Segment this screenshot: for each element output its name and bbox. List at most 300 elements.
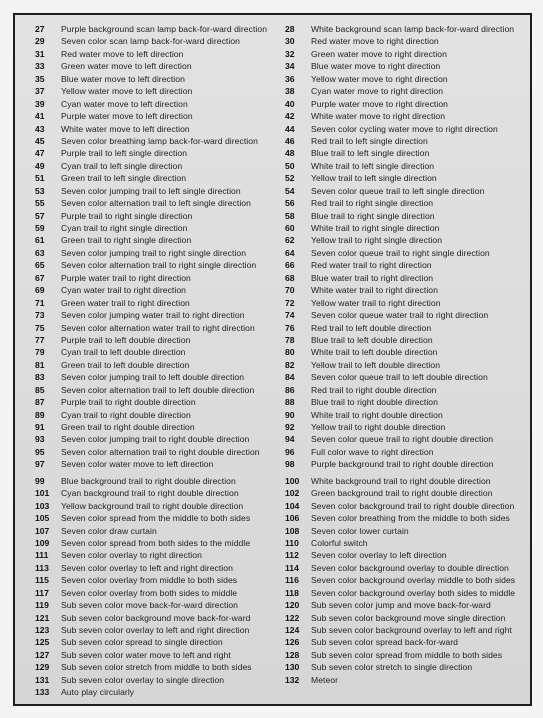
mode-description: Sub seven color water move to left and right	[61, 649, 231, 660]
mode-description: Green trail to left single direction	[61, 173, 187, 184]
mode-description: Seven color queue trail to left double direction	[311, 372, 488, 383]
mode-number: 117	[35, 587, 49, 598]
mode-number: 121	[35, 612, 50, 623]
mode-row	[285, 272, 532, 284]
mode-number: 94	[285, 434, 295, 445]
mode-row	[35, 512, 283, 524]
mode-row	[35, 346, 283, 358]
mode-row	[285, 458, 532, 470]
mode-row	[285, 636, 532, 648]
mode-number: 68	[285, 272, 295, 283]
mode-number: 103	[35, 500, 50, 511]
mode-number: 72	[285, 297, 295, 308]
manual-page	[13, 13, 532, 706]
mode-description: Seven color spread from both sides to the middle	[61, 537, 251, 548]
mode-row	[35, 272, 283, 284]
mode-number: 39	[35, 98, 45, 109]
mode-row	[285, 537, 532, 549]
mode-row	[35, 210, 283, 222]
mode-number: 129	[35, 662, 50, 673]
mode-description: Cyan water trail to right direction	[61, 285, 186, 296]
mode-description: Sub seven color overlay to single direction	[61, 674, 225, 685]
mode-number: 45	[35, 135, 45, 146]
mode-row	[35, 421, 283, 433]
mode-description: Sub seven color stretch from middle to both sides	[61, 662, 252, 673]
mode-description: Cyan trail to right single direction	[61, 223, 188, 233]
mode-number: 40	[285, 98, 295, 109]
mode-number: 75	[35, 322, 45, 333]
mode-number: 93	[35, 434, 45, 445]
mode-description: Red trail to right double direction	[311, 384, 437, 395]
mode-row	[35, 60, 283, 72]
mode-number: 63	[35, 247, 45, 258]
mode-description: Seven color background trail to right double direction	[311, 500, 515, 511]
mode-description: Green background trail to right double direction	[311, 488, 493, 499]
mode-description: Blue background trail to right double direction	[61, 475, 236, 486]
mode-description: Red water move to left direction	[61, 48, 184, 59]
mode-description: Seven color background overlay middle to both sides	[311, 575, 516, 586]
mode-description: Seven color overlay to left and right direction	[61, 562, 233, 573]
mode-row	[285, 487, 532, 499]
mode-row	[35, 35, 283, 47]
mode-row	[35, 334, 283, 346]
mode-number: 110	[285, 537, 299, 548]
mode-description: Seven color overlay to right direction	[61, 550, 202, 561]
mode-description: Purple trail to left double direction	[61, 334, 191, 345]
mode-number: 64	[285, 247, 295, 258]
mode-description: Seven color overlay to left direction	[311, 550, 447, 561]
mode-description: Seven color jumping trail to right single direction	[61, 247, 247, 258]
mode-number: 78	[285, 334, 295, 345]
mode-description: Cyan trail to right double direction	[61, 409, 191, 420]
mode-row	[35, 587, 283, 599]
mode-description: Purple water move to left direction	[61, 111, 193, 122]
mode-row	[35, 537, 283, 549]
mode-row	[285, 98, 532, 110]
mode-row	[285, 421, 532, 433]
mode-row	[285, 599, 532, 611]
mode-description: Sub seven color move back-for-ward direction	[61, 600, 239, 611]
mode-row	[285, 384, 532, 396]
mode-description: Red water move to right direction	[311, 36, 439, 47]
mode-row	[35, 525, 283, 537]
mode-number: 60	[285, 223, 295, 233]
mode-description: Red trail to left double direction	[311, 322, 432, 333]
mode-row	[285, 446, 532, 458]
mode-number: 37	[35, 86, 45, 97]
mode-number: 132	[285, 674, 300, 685]
mode-row	[35, 222, 283, 234]
mode-description: White water trail to right direction	[311, 285, 438, 296]
mode-number: 92	[285, 422, 295, 432]
mode-description: Green water trail to right direction	[61, 297, 190, 308]
mode-number: 43	[35, 123, 45, 134]
mode-description: Seven color jumping trail to left single direction	[61, 185, 241, 196]
mode-description: Auto play circularly	[61, 687, 135, 698]
mode-description: Sub seven color background move back-for-ward	[61, 612, 251, 623]
mode-number: 73	[35, 310, 45, 321]
mode-row	[285, 23, 532, 35]
mode-number: 29	[35, 36, 45, 47]
mode-description: White trail to right double direction	[311, 409, 443, 420]
mode-row	[285, 396, 532, 408]
mode-row	[285, 284, 532, 296]
mode-description: Seven color background overlay both sides to middle	[311, 587, 516, 598]
mode-number: 108	[285, 525, 300, 536]
mode-row	[285, 334, 532, 346]
mode-row	[285, 60, 532, 72]
mode-row	[285, 359, 532, 371]
mode-number: 111	[35, 550, 49, 561]
mode-row	[285, 135, 532, 147]
mode-row	[285, 475, 532, 487]
right-column	[285, 23, 532, 686]
mode-description: Sub seven color stretch to single direction	[311, 662, 473, 673]
mode-description: White water move to right direction	[311, 111, 446, 122]
mode-description: Seven color water move to left direction	[61, 459, 214, 470]
mode-description: Blue water move to left direction	[61, 73, 185, 84]
mode-row	[35, 674, 283, 686]
mode-description: Purple background scan lamp back-for-ward direction	[61, 24, 268, 34]
mode-row	[285, 259, 532, 271]
mode-number: 82	[285, 359, 295, 370]
mode-number: 51	[35, 173, 45, 184]
mode-row	[35, 433, 283, 445]
mode-row	[35, 686, 283, 698]
mode-row	[285, 234, 532, 246]
mode-number: 89	[35, 409, 45, 420]
mode-number: 102	[285, 488, 300, 499]
mode-number: 125	[35, 637, 50, 648]
mode-row	[35, 259, 283, 271]
mode-number: 38	[285, 86, 295, 97]
mode-description: Blue water move to right direction	[311, 61, 441, 72]
mode-row	[35, 458, 283, 470]
mode-row	[35, 85, 283, 97]
mode-row	[35, 409, 283, 421]
mode-number: 116	[285, 575, 299, 586]
mode-description: Yellow trail to right single direction	[311, 235, 443, 246]
mode-row	[285, 562, 532, 574]
mode-description: Sub seven color overlay to left and right direction	[61, 625, 250, 635]
mode-row	[35, 160, 283, 172]
mode-number: 79	[35, 347, 45, 358]
mode-row	[35, 297, 283, 309]
mode-description: Sub seven color spread back-for-ward	[311, 637, 459, 648]
mode-description: Yellow water move to left direction	[61, 86, 193, 97]
mode-description: Blue water trail to right direction	[311, 272, 434, 283]
mode-description: Green trail to right single direction	[61, 235, 192, 246]
mode-description: Seven color queue trail to right double direction	[311, 434, 494, 445]
mode-number: 130	[285, 662, 300, 673]
mode-number: 128	[285, 649, 300, 660]
mode-number: 104	[285, 500, 300, 511]
mode-row	[285, 247, 532, 259]
mode-row	[285, 661, 532, 673]
mode-row	[285, 85, 532, 97]
mode-row	[285, 433, 532, 445]
mode-row	[35, 123, 283, 135]
mode-number: 112	[285, 550, 299, 561]
mode-description: Red trail to left single direction	[311, 135, 428, 146]
mode-row	[35, 612, 283, 624]
mode-number: 114	[285, 562, 299, 573]
mode-number: 120	[285, 600, 300, 611]
mode-description: Seven color jumping trail to right double direction	[61, 434, 250, 445]
mode-number: 44	[285, 123, 295, 134]
mode-description: Full color wave to right direction	[311, 446, 434, 457]
mode-number: 101	[35, 488, 50, 499]
mode-row	[35, 309, 283, 321]
mode-description: Seven color cycling water move to right direction	[311, 123, 498, 134]
mode-row	[285, 147, 532, 159]
mode-number: 52	[285, 173, 295, 184]
mode-description: Seven color draw curtain	[61, 525, 157, 536]
mode-number: 96	[285, 446, 295, 457]
mode-number: 66	[285, 260, 295, 271]
mode-description: Sub seven color background move single direction	[311, 612, 506, 623]
mode-row	[35, 636, 283, 648]
mode-description: Seven color alternation trail to right double direction	[61, 446, 260, 457]
mode-row	[35, 322, 283, 334]
mode-row	[285, 172, 532, 184]
mode-description: White trail to left single direction	[311, 160, 435, 171]
mode-row	[35, 48, 283, 60]
mode-description: Seven color lower curtain	[311, 525, 409, 536]
mode-description: Yellow trail to right double direction	[311, 422, 446, 432]
mode-row	[35, 284, 283, 296]
mode-number: 133	[35, 687, 50, 698]
mode-number: 119	[35, 600, 49, 611]
mode-number: 97	[35, 459, 45, 470]
mode-row	[35, 98, 283, 110]
mode-row	[285, 525, 532, 537]
mode-row	[285, 500, 532, 512]
mode-number: 62	[285, 235, 295, 246]
mode-number: 61	[35, 235, 45, 246]
mode-number: 80	[285, 347, 295, 358]
mode-description: Yellow trail to left double direction	[311, 359, 441, 370]
mode-number: 46	[285, 135, 295, 146]
mode-number: 48	[285, 148, 295, 159]
mode-number: 41	[35, 111, 45, 122]
mode-row	[35, 487, 283, 499]
mode-number: 105	[35, 513, 50, 524]
mode-number: 109	[35, 537, 50, 548]
mode-row	[285, 297, 532, 309]
mode-description: Blue trail to right double direction	[311, 397, 438, 408]
mode-description: Purple water move to right direction	[311, 98, 448, 109]
mode-description: Seven color overlay from middle to both sides	[61, 575, 238, 586]
mode-number: 124	[285, 625, 300, 635]
mode-number: 74	[285, 310, 295, 321]
mode-row	[35, 247, 283, 259]
mode-number: 83	[35, 372, 45, 383]
mode-description: Purple background trail to right double direction	[311, 459, 494, 470]
mode-row	[285, 197, 532, 209]
mode-description: Blue trail to left double direction	[311, 334, 433, 345]
mode-description: Yellow trail to left single direction	[311, 173, 437, 184]
mode-description: Seven color queue trail to left single direction	[311, 185, 485, 196]
mode-description: White trail to left double direction	[311, 347, 438, 358]
mode-number: 127	[35, 649, 50, 660]
mode-number: 67	[35, 272, 45, 283]
mode-description: Seven color spread from the middle to both sides	[61, 513, 251, 524]
mode-row	[35, 384, 283, 396]
mode-description: Seven color scan lamp back-for-ward direction	[61, 36, 240, 47]
mode-description: Colorful switch	[311, 537, 368, 548]
mode-number: 113	[35, 562, 49, 573]
mode-row	[35, 110, 283, 122]
mode-number: 49	[35, 160, 45, 171]
mode-number: 33	[35, 61, 45, 72]
mode-description: Seven color alternation trail to left double direction	[61, 384, 255, 395]
mode-row	[35, 135, 283, 147]
mode-description: Purple trail to right double direction	[61, 397, 196, 408]
mode-number: 84	[285, 372, 295, 383]
mode-description: Red trail to right single direction	[311, 198, 434, 209]
mode-description: Yellow background trail to right double direction	[61, 500, 244, 511]
mode-number: 36	[285, 73, 295, 84]
mode-description: White trail to right single direction	[311, 223, 440, 233]
mode-number: 87	[35, 397, 45, 408]
mode-description: Blue trail to right single direction	[311, 210, 435, 221]
mode-description: Sub seven color jump and move back-for-ward	[311, 600, 491, 611]
mode-description: White background trail to right double direction	[311, 475, 491, 486]
mode-number: 54	[285, 185, 295, 196]
mode-number: 58	[285, 210, 295, 221]
mode-number: 77	[35, 334, 45, 345]
mode-description: Yellow water trail to right direction	[311, 297, 441, 308]
mode-row	[35, 371, 283, 383]
mode-number: 122	[285, 612, 300, 623]
mode-number: 91	[35, 422, 45, 432]
mode-row	[35, 549, 283, 561]
mode-number: 131	[35, 674, 50, 685]
mode-row	[35, 23, 283, 35]
mode-description: Seven color alternation water trail to right direction	[61, 322, 255, 333]
mode-row	[35, 359, 283, 371]
mode-row	[35, 147, 283, 159]
mode-row	[35, 475, 283, 487]
mode-row	[35, 649, 283, 661]
mode-number: 76	[285, 322, 295, 333]
mode-row	[285, 322, 532, 334]
mode-description: Purple trail to left single direction	[61, 148, 188, 159]
mode-number: 42	[285, 111, 295, 122]
mode-description: Cyan background trail to right double direction	[61, 488, 239, 499]
mode-number: 86	[285, 384, 295, 395]
mode-number: 71	[35, 297, 45, 308]
mode-description: Seven color queue water trail to right direction	[311, 310, 489, 321]
mode-row	[285, 574, 532, 586]
mode-row	[285, 624, 532, 636]
mode-row	[285, 674, 532, 686]
mode-description: Seven color background overlay to double direction	[311, 562, 509, 573]
mode-description: Green water move to left direction	[61, 61, 192, 72]
mode-row	[35, 562, 283, 574]
mode-description: White water move to left direction	[61, 123, 190, 134]
mode-description: Meteor	[311, 674, 339, 685]
mode-row	[35, 185, 283, 197]
mode-row	[285, 612, 532, 624]
mode-description: Blue trail to left single direction	[311, 148, 430, 159]
mode-row	[285, 549, 532, 561]
mode-row	[285, 309, 532, 321]
mode-number: 118	[285, 587, 299, 598]
mode-number: 34	[285, 61, 295, 72]
mode-description: Green trail to left double direction	[61, 359, 190, 370]
mode-number: 27	[35, 24, 45, 34]
mode-number: 90	[285, 409, 295, 420]
mode-number: 85	[35, 384, 45, 395]
mode-description: Sub seven color spread from middle to both sides	[311, 649, 503, 660]
mode-row	[35, 197, 283, 209]
mode-row	[35, 73, 283, 85]
mode-description: Seven color alternation trail to right single direction	[61, 260, 257, 271]
mode-number: 88	[285, 397, 295, 408]
mode-row	[285, 110, 532, 122]
mode-row	[35, 234, 283, 246]
mode-description: Sub seven color spread to single direction	[61, 637, 223, 648]
mode-row	[35, 661, 283, 673]
mode-description: Yellow water move to right direction	[311, 73, 448, 84]
mode-number: 32	[285, 48, 295, 59]
mode-description: Cyan water move to left direction	[61, 98, 188, 109]
mode-description: Seven color jumping water trail to right direction	[61, 310, 245, 321]
mode-number: 65	[35, 260, 45, 271]
mode-number: 81	[35, 359, 45, 370]
mode-number: 30	[285, 36, 295, 47]
mode-number: 57	[35, 210, 45, 221]
mode-description: Sub seven color background overlay to left and right	[311, 625, 512, 635]
mode-row	[285, 73, 532, 85]
mode-description: Green water move to right direction	[311, 48, 447, 59]
mode-description: Seven color breathing lamp back-for-ward direction	[61, 135, 258, 146]
mode-number: 106	[285, 513, 300, 524]
mode-number: 98	[285, 459, 295, 470]
mode-description: Red water trail to right direction	[311, 260, 432, 271]
mode-description: Seven color alternation trail to left single direction	[61, 198, 251, 209]
mode-description: White background scan lamp back-for-ward direction	[311, 24, 515, 34]
mode-number: 50	[285, 160, 295, 171]
mode-number: 69	[35, 285, 45, 296]
mode-row	[35, 396, 283, 408]
mode-number: 55	[35, 198, 45, 209]
mode-row	[35, 574, 283, 586]
mode-description: Seven color queue trail to right single direction	[311, 247, 490, 258]
mode-row	[285, 222, 532, 234]
mode-row	[285, 649, 532, 661]
mode-number: 31	[35, 48, 45, 59]
mode-description: Cyan trail to left single direction	[61, 160, 183, 171]
mode-description: Purple trail to right single direction	[61, 210, 193, 221]
mode-row	[35, 599, 283, 611]
mode-row	[285, 587, 532, 599]
mode-number: 107	[35, 525, 50, 536]
mode-description: Seven color jumping trail to left double direction	[61, 372, 245, 383]
mode-row	[285, 185, 532, 197]
mode-list	[35, 23, 524, 698]
mode-number: 59	[35, 223, 45, 233]
mode-description: Cyan trail to left double direction	[61, 347, 186, 358]
mode-row	[285, 512, 532, 524]
mode-number: 47	[35, 148, 45, 159]
mode-row	[35, 624, 283, 636]
mode-description: Cyan water move to right direction	[311, 86, 444, 97]
mode-row	[35, 446, 283, 458]
mode-number: 35	[35, 73, 45, 84]
